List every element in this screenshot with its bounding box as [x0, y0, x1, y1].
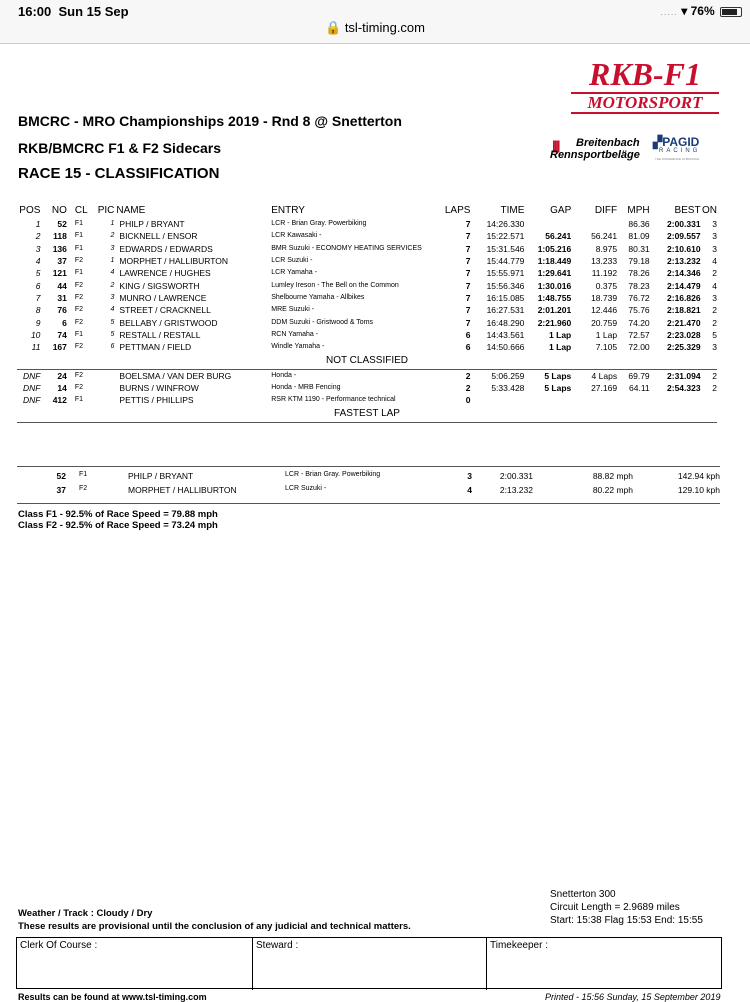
speed-f2: Class F2 - 92.5% of Race Speed = 73.24 mph — [18, 520, 218, 531]
cell-entry: BMR Suzuki - ECONOMY HEATING SERVICES — [271, 244, 422, 252]
cell-diff: 27.169 — [591, 382, 618, 393]
cell-on: 2 — [712, 305, 717, 316]
cell-diff: 20.759 — [591, 317, 618, 328]
cell-cl: F1 — [74, 232, 84, 240]
cell-pos: DNF — [22, 370, 41, 381]
cell-gap: 1 Lap — [549, 342, 572, 353]
cell-entry: Windle Yamaha - — [271, 343, 325, 351]
cell-name: KING / SIGSWORTH — [119, 280, 200, 291]
cell-pos: 11 — [31, 342, 41, 353]
fastest-name: PHILP / BRYANT — [128, 471, 194, 481]
cell-on: 2 — [712, 317, 717, 328]
fastest-lap-list — [0, 471, 750, 501]
circuit-name: Snetterton 300 — [550, 889, 616, 900]
cell-mph: 78.23 — [628, 280, 650, 291]
timekeeper: Timekeeper : — [490, 940, 548, 951]
result-row — [17, 304, 717, 316]
weather-info — [18, 907, 411, 933]
cell-name: BOELSMA / VAN DER BURG — [119, 370, 232, 381]
cell-pic: 2 — [110, 281, 115, 289]
race-times: Start: 15:38 Flag 15:53 End: 15:55 — [550, 915, 703, 926]
cell-best: 2:54.323 — [667, 382, 701, 393]
cell-name: BICKNELL / ENSOR — [119, 231, 198, 242]
cell-best: 2:14.479 — [667, 280, 701, 291]
col-entry: ENTRY — [271, 205, 305, 216]
officials-box — [16, 937, 722, 989]
cell-pos: 2 — [35, 231, 41, 242]
result-row — [17, 394, 717, 406]
result-row — [17, 341, 717, 353]
event-title: BMCRC - MRO Championships 2019 - Rnd 8 @ Snetterton — [18, 113, 402, 129]
cell-best: 2:10.610 — [667, 243, 701, 254]
cell-entry: RCN Yamaha - — [271, 330, 319, 338]
cell-on: 3 — [712, 342, 717, 353]
cell-entry: LCR - Brian Gray. Powerbiking — [271, 220, 367, 228]
cell-diff: 8.975 — [595, 243, 618, 254]
status-time: 16:00 Sun 15 Sep — [18, 4, 129, 19]
cell-mph: 75.76 — [628, 305, 650, 316]
cell-mph: 64.11 — [629, 382, 650, 393]
cell-time: 15:44.779 — [486, 256, 525, 267]
cell-no: 37 — [57, 256, 67, 267]
breitenbach-text: Breitenbach — [576, 137, 640, 149]
results-url[interactable]: Results can be found at www.tsl-timing.com — [18, 992, 207, 1002]
cell-laps: 7 — [465, 280, 471, 291]
cell-pos: 9 — [35, 317, 41, 328]
steward: Steward : — [253, 938, 487, 990]
clerk-of-course: Clerk Of Course : — [17, 938, 253, 990]
cell-cl: F1 — [74, 269, 84, 277]
cell-name: PHILP / BRYANT — [119, 219, 185, 230]
battery-level: 76% — [690, 4, 715, 18]
cell-cl: F2 — [74, 281, 84, 289]
cell-mph: 81.09 — [628, 231, 650, 242]
cell-diff: 56.241 — [591, 231, 618, 242]
cell-diff — [571, 218, 617, 230]
fastest-name: MORPHET / HALLIBURTON — [128, 485, 237, 495]
cell-mph: 78.26 — [628, 268, 650, 279]
cell-entry: LCR Kawasaki - — [271, 232, 322, 240]
cell-best: 2:14.346 — [667, 268, 701, 279]
race-speeds — [18, 509, 218, 531]
result-row — [17, 243, 717, 255]
cell-pic: 1 — [110, 257, 115, 265]
cell-laps: 2 — [465, 382, 471, 393]
lock-icon: 🔒 — [325, 20, 342, 35]
cell-entry: LCR Yamaha - — [271, 269, 317, 277]
fastest-mph: 88.82 mph — [592, 471, 633, 481]
cell-cl: F1 — [74, 220, 84, 228]
cell-name: BURNS / WINFROW — [119, 382, 199, 393]
provisional-notice: These results are provisional until the conclusion of any judicial and technical matters. — [18, 921, 411, 932]
result-row — [17, 255, 717, 267]
cell-pic: 5 — [110, 330, 115, 338]
cell-diff: 7.105 — [595, 342, 618, 353]
cell-pic: 3 — [110, 293, 115, 301]
logo-sub-text: MOTORSPORT — [571, 92, 719, 114]
cell-diff: 11.192 — [591, 268, 618, 279]
cell-no: 24 — [57, 370, 67, 381]
cell-no: 44 — [57, 280, 67, 291]
cell-on: 3 — [712, 231, 717, 242]
results-table — [17, 204, 717, 423]
cell-time: 16:48.290 — [486, 317, 525, 328]
col-gap: GAP — [550, 205, 572, 216]
cell-pic: 4 — [110, 269, 115, 277]
cell-on: 3 — [712, 292, 717, 303]
cell-mph: 72.00 — [628, 342, 650, 353]
cell-cl: F1 — [74, 396, 84, 404]
col-best: BEST — [674, 205, 701, 216]
cell-pic — [97, 369, 114, 382]
cell-cl: F2 — [74, 371, 84, 379]
cell-name: PETTMAN / FIELD — [119, 342, 192, 353]
cell-cl: F2 — [74, 306, 84, 314]
cell-pic: 6 — [110, 343, 115, 351]
cell-no: 76 — [57, 305, 67, 316]
cell-entry: Honda - — [271, 371, 297, 379]
cell-cl: F2 — [74, 318, 84, 326]
cell-time — [470, 394, 524, 406]
cell-pos: 7 — [35, 292, 41, 303]
cell-best: 2:31.094 — [667, 370, 701, 381]
cell-laps: 7 — [465, 231, 471, 242]
fastest-lap: 3 — [467, 471, 472, 481]
cell-no: 118 — [53, 231, 67, 242]
cell-mph: 76.72 — [628, 292, 650, 303]
cell-diff: 1 Lap — [595, 329, 618, 340]
fastest-lap-section — [17, 406, 717, 422]
divider — [17, 503, 720, 504]
fastest-mph: 80.22 mph — [592, 485, 633, 495]
cell-time: 14:26.330 — [486, 219, 525, 230]
cell-time: 16:15.085 — [486, 292, 525, 303]
cell-time: 15:56.346 — [486, 280, 525, 291]
cell-entry: Shelbourne Yamaha - Allbikes — [271, 293, 365, 301]
cell-best: 2:23.028 — [667, 329, 701, 340]
cell-diff: 0.375 — [595, 280, 618, 291]
cell-no: 74 — [57, 329, 67, 340]
fastest-lap-section-label: FASTEST LAP — [334, 408, 400, 420]
result-row — [17, 218, 717, 230]
cell-mph: 69.79 — [628, 370, 650, 381]
pagid-tagline: THE DIFFERENCE IN BRAKING — [655, 157, 700, 161]
cell-pos: 3 — [35, 243, 41, 254]
not-classified-section-label: NOT CLASSIFIED — [325, 355, 409, 367]
result-row — [17, 267, 717, 279]
cell-time: 5:06.259 — [491, 370, 525, 381]
browser-status-bar — [0, 0, 750, 44]
cell-laps: 7 — [465, 305, 471, 316]
cell-pos: 6 — [35, 280, 41, 291]
cell-best: 2:18.821 — [667, 305, 701, 316]
cell-diff: 18.739 — [591, 292, 618, 303]
cell-gap — [524, 394, 571, 406]
cell-gap: 2:01.201 — [537, 305, 572, 316]
cell-cl: F2 — [74, 257, 84, 265]
cell-gap: 1:18.449 — [537, 256, 572, 267]
cell-entry: MRE Suzuki - — [271, 306, 315, 314]
cell-on — [701, 394, 717, 406]
divider — [17, 466, 720, 467]
cell-pos: 10 — [30, 329, 41, 340]
fastest-entry: LCR - Brian Gray. Powerbiking — [285, 471, 381, 478]
race-title: RACE 15 - CLASSIFICATION — [18, 165, 220, 182]
cell-mph: 86.36 — [628, 219, 650, 230]
col-cl: CL — [74, 205, 88, 216]
cell-no: 121 — [52, 268, 67, 279]
wifi-icon: ▾ — [681, 4, 688, 18]
fastest-kph: 142.94 kph — [677, 471, 720, 481]
cell-mph: 74.20 — [628, 317, 650, 328]
cell-entry: RSR KTM 1190 - Performance technical — [271, 396, 396, 404]
cell-laps: 7 — [465, 243, 471, 254]
fastest-cl: F1 — [79, 471, 88, 478]
cell-name: MORPHET / HALLIBURTON — [119, 256, 229, 267]
cell-laps: 6 — [465, 342, 471, 353]
cell-on: 2 — [712, 382, 717, 393]
cell-mph — [617, 394, 650, 406]
fastest-lap-row — [0, 485, 750, 499]
cell-no: 6 — [62, 317, 67, 328]
cell-on: 3 — [712, 243, 717, 254]
cell-pic — [97, 382, 114, 394]
cell-pos: DNF — [22, 382, 41, 393]
class-title: RKB/BMCRC F1 & F2 Sidecars — [18, 140, 222, 156]
col-no: NO — [51, 205, 67, 216]
cell-time: 16:27.531 — [486, 305, 525, 316]
address-bar[interactable]: 🔒 tsl-timing.com — [325, 20, 425, 35]
cell-on: 4 — [712, 256, 717, 267]
cell-pos: DNF — [22, 395, 41, 406]
result-row — [17, 382, 717, 394]
cell-time: 15:55.971 — [486, 268, 525, 279]
cell-best: 2:25.329 — [667, 342, 701, 353]
fastest-time: 2:00.331 — [499, 471, 533, 481]
fastest-time: 2:13.232 — [499, 485, 533, 495]
weather: Weather / Track : Cloudy / Dry — [18, 908, 153, 919]
cell-pic: 1 — [110, 220, 115, 228]
battery-icon — [720, 7, 742, 17]
cell-entry: Lumley Ireson - The Bell on the Common — [271, 281, 399, 289]
result-row — [17, 230, 717, 242]
cell-laps: 7 — [465, 292, 471, 303]
cell-gap: 56.241 — [545, 231, 572, 242]
result-row — [17, 369, 717, 382]
cell-entry: DDM Suzuki - Gristwood & Toms — [271, 318, 374, 326]
cell-cl: F2 — [74, 383, 84, 391]
printed-timestamp: Printed - 15:56 Sunday, 15 September 2019 — [545, 992, 721, 1002]
cell-diff: 13.233 — [591, 256, 618, 267]
cell-pic: 2 — [110, 232, 115, 240]
circuit-length: Circuit Length = 2.9689 miles — [550, 902, 680, 913]
cell-gap: 5 Laps — [544, 370, 572, 381]
cell-best — [650, 394, 701, 406]
cell-time: 14:43.561 — [486, 329, 525, 340]
cell-time: 14:50.666 — [486, 342, 525, 353]
status-indicators — [660, 4, 742, 18]
cell-time: 5:33.428 — [491, 382, 525, 393]
cell-no: 136 — [52, 243, 67, 254]
result-row — [17, 316, 717, 328]
cell-laps: 7 — [465, 317, 471, 328]
cell-on: 5 — [712, 329, 717, 340]
cell-pos: 8 — [35, 305, 41, 316]
cell-name: STREET / CRACKNELL — [119, 305, 211, 316]
cell-diff: 4 Laps — [591, 370, 618, 381]
cell-pic: 3 — [110, 244, 115, 252]
results-header-row — [17, 204, 717, 218]
not-classified-section — [17, 353, 717, 369]
cell-gap: 2:21.960 — [537, 317, 572, 328]
fastest-kph: 129.10 kph — [677, 485, 720, 495]
cell-on: 2 — [712, 370, 717, 381]
cell-name: BELLABY / GRISTWOOD — [119, 317, 218, 328]
circuit-info — [550, 888, 703, 927]
cell-name: PETTIS / PHILLIPS — [119, 395, 194, 406]
logo-main-text: RKB-F1 — [588, 56, 702, 92]
cell-entry: LCR Suzuki - — [271, 257, 313, 265]
pagid-racing: RACING — [659, 148, 701, 154]
cell-best: 2:09.557 — [667, 231, 701, 242]
col-on: ON — [702, 205, 717, 216]
rkb-f1-logo — [565, 58, 725, 114]
cell-laps: 6 — [465, 329, 471, 340]
col-pos: POS — [19, 205, 41, 216]
fastest-lap-row — [0, 471, 750, 485]
col-time: TIME — [500, 205, 525, 216]
col-mph: MPH — [627, 205, 650, 216]
cell-name: MUNRO / LAWRENCE — [119, 292, 207, 303]
cell-pic: 4 — [110, 306, 115, 314]
cell-gap — [524, 218, 571, 230]
cell-pos: 4 — [35, 256, 41, 267]
cell-cl: F1 — [74, 330, 84, 338]
cell-laps: 7 — [465, 256, 471, 267]
cell-mph: 80.31 — [628, 243, 650, 254]
cell-best: 2:21.470 — [667, 317, 701, 328]
cell-gap: 1 Lap — [549, 329, 572, 340]
cell-pic — [97, 394, 114, 406]
fastest-lap: 4 — [467, 485, 472, 495]
col-diff: DIFF — [594, 205, 618, 216]
pagid-logo: ▞PAGID — [653, 135, 700, 149]
cell-cl: F2 — [74, 293, 84, 301]
cell-laps: 7 — [465, 219, 471, 230]
cell-entry: Honda - MRB Fencing — [271, 383, 341, 391]
cell-gap: 1:30.016 — [537, 280, 572, 291]
cell-gap: 1:29.641 — [537, 268, 572, 279]
cell-cl: F1 — [74, 244, 84, 252]
cell-gap: 5 Laps — [544, 382, 572, 393]
cell-pos: 1 — [35, 219, 41, 230]
cell-laps: 7 — [465, 268, 471, 279]
cell-time: 15:31.546 — [486, 243, 525, 254]
cell-mph: 72.57 — [628, 329, 650, 340]
breitenbach-icon: |||| — [552, 138, 559, 153]
col-pic: PIC — [97, 205, 115, 216]
cell-diff: 12.446 — [591, 305, 618, 316]
cell-cl: F2 — [74, 343, 84, 351]
fastest-cl: F2 — [79, 485, 88, 492]
fastest-no: 37 — [56, 485, 66, 495]
cell-pic: 5 — [110, 318, 115, 326]
col-laps: LAPS — [444, 205, 471, 216]
speed-f1: Class F1 - 92.5% of Race Speed = 79.88 mph — [18, 509, 218, 520]
cell-on: 4 — [712, 280, 717, 291]
fastest-no: 52 — [56, 471, 66, 481]
cell-mph: 79.18 — [628, 256, 650, 267]
cell-name: LAWRENCE / HUGHES — [119, 268, 211, 279]
sponsor-logos — [548, 135, 718, 167]
cell-name: RESTALL / RESTALL — [119, 329, 201, 340]
cell-no: 167 — [52, 342, 67, 353]
cell-time: 15:22.571 — [486, 231, 525, 242]
cell-no: 14 — [57, 382, 67, 393]
col-name: NAME — [116, 205, 146, 216]
fastest-entry: LCR Suzuki - — [285, 485, 327, 492]
cell-name: EDWARDS / EDWARDS — [119, 243, 213, 254]
cell-best: 2:16.826 — [667, 292, 701, 303]
cell-gap: 1:05.216 — [537, 243, 572, 254]
cell-best: 2:00.331 — [667, 219, 701, 230]
cell-gap: 1:48.755 — [537, 292, 572, 303]
cell-no: 52 — [57, 219, 67, 230]
signal-icon: ..... — [660, 7, 678, 17]
cell-diff — [571, 394, 617, 406]
cell-pos: 5 — [35, 268, 41, 279]
result-row — [17, 292, 717, 304]
cell-no: 412 — [52, 395, 67, 406]
cell-on: 3 — [712, 219, 717, 230]
result-row — [17, 329, 717, 341]
breitenbach-sub: Rennsportbeläge — [550, 149, 640, 161]
cell-laps: 0 — [465, 395, 471, 406]
cell-best: 2:13.232 — [667, 256, 701, 267]
result-row — [17, 279, 717, 291]
cell-on: 2 — [712, 268, 717, 279]
cell-no: 31 — [57, 292, 67, 303]
cell-laps: 2 — [465, 370, 471, 381]
